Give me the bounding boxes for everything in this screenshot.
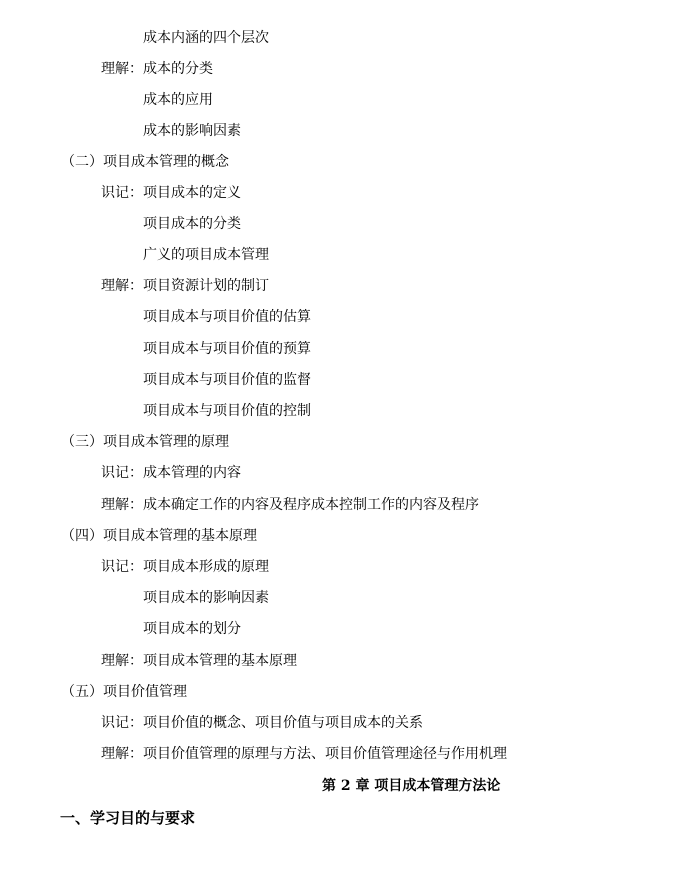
outline-line: 广义的项目成本管理 — [143, 247, 269, 263]
outline-line: 成本的应用 — [143, 92, 213, 108]
section-title: 一、学习目的与要求 — [60, 809, 196, 827]
outline-line: 识记：项目价值的概念、项目价值与项目成本的关系 — [101, 715, 423, 731]
section-heading-line: （四）项目成本管理的基本原理 — [61, 528, 257, 544]
outline-line: 成本内涵的四个层次 — [143, 30, 269, 46]
outline-line: 项目成本的分类 — [143, 216, 241, 232]
outline-line: 项目成本的划分 — [143, 621, 241, 637]
section-heading-line: （三）项目成本管理的原理 — [61, 434, 229, 450]
outline-line: 项目成本与项目价值的估算 — [143, 309, 311, 325]
outline-line: 理解：项目资源计划的制订 — [101, 278, 269, 294]
outline-line: 识记：项目成本形成的原理 — [101, 559, 269, 575]
outline-line: 识记：成本管理的内容 — [101, 465, 241, 481]
outline-line: 项目成本与项目价值的预算 — [143, 341, 311, 357]
chapter-title: 第 2 章 项目成本管理方法论 — [322, 778, 501, 794]
outline-line: 项目成本与项目价值的监督 — [143, 372, 311, 388]
outline-line: 项目成本与项目价值的控制 — [143, 403, 311, 419]
section-heading-line: （二）项目成本管理的概念 — [61, 154, 229, 170]
outline-line: 理解：项目成本管理的基本原理 — [101, 653, 297, 669]
outline-line: 项目成本的影响因素 — [143, 590, 269, 606]
outline-line: 理解：成本的分类 — [101, 61, 213, 77]
outline-line: 成本的影响因素 — [143, 123, 241, 139]
section-heading-line: （五）项目价值管理 — [61, 684, 187, 700]
outline-line: 理解：项目价值管理的原理与方法、项目价值管理途径与作用机理 — [101, 746, 507, 762]
outline-line: 识记：项目成本的定义 — [101, 185, 241, 201]
outline-line: 理解：成本确定工作的内容及程序成本控制工作的内容及程序 — [101, 497, 479, 513]
